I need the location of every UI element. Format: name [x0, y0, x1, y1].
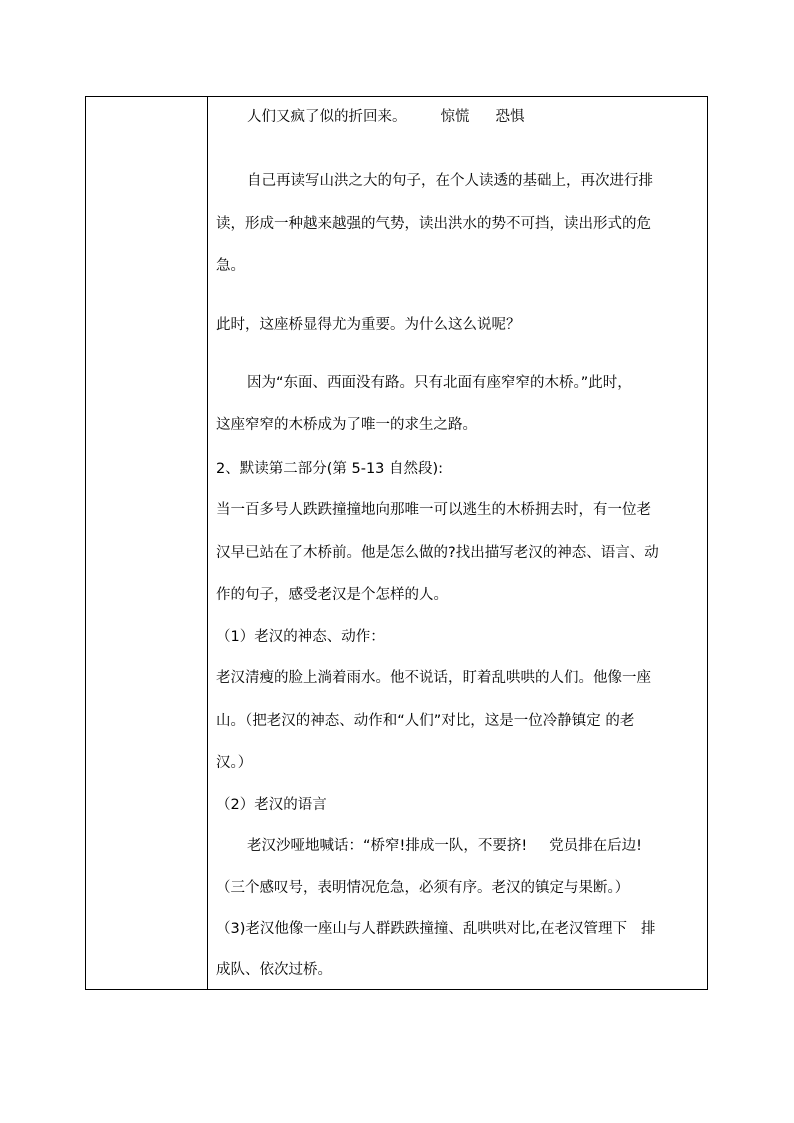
- text-line: 急。: [216, 258, 245, 274]
- text-line: 因为“东面、西面没有路。只有北面有座窄窄的木桥。”此时，: [247, 375, 632, 391]
- text-segment: 惊慌: [440, 109, 470, 125]
- text-line: [247, 107, 525, 127]
- text-line: 当一百多号人跌跌撞撞地向那唯一可以逃生的木桥拥去时，有一位老: [216, 502, 651, 518]
- text-line: [216, 919, 656, 939]
- text-line: 山。（把老汉的神态、动作和“人们”对比，这是一位冷静镇定 的老: [216, 713, 635, 729]
- lesson-table: [85, 96, 708, 990]
- text-line: （2）老汉的语言: [216, 797, 327, 813]
- text-segment: 恐惧: [495, 109, 525, 125]
- text-line: 读，形成一种越来越强的气势，读出洪水的势不可挡，读出形式的危: [216, 216, 651, 232]
- text-segment: 党员排在后边!: [549, 838, 642, 854]
- text-line: 这座窄窄的木桥成为了唯一的求生之路。: [216, 417, 477, 433]
- table-content-cell: [216, 97, 703, 989]
- text-line: 汉早已站在了木桥前。他是怎么做的?找出描写老汉的神态、语言、动: [216, 545, 659, 561]
- text-line: 作的句子，感受老汉是个怎样的人。: [216, 587, 448, 603]
- text-line: 自己再读写山洪之大的句子，在个人读透的基础上，再次进行排: [247, 173, 653, 189]
- text-segment: 排: [641, 921, 656, 937]
- text-line: （三个感叹号，表明情况危急，必须有序。老汉的镇定与果断。）: [216, 880, 630, 896]
- text-segment: （3)老汉他像一座山与人群跌跌撞撞、乱哄哄对比,在老汉管理下: [216, 921, 627, 937]
- text-line: 2、默读第二部分(第 5-13 自然段):: [216, 461, 444, 477]
- text-line: [247, 836, 642, 856]
- text-line: 汉。）: [216, 755, 253, 771]
- text-line: 老汉清瘦的脸上淌着雨水。他不说话，盯着乱哄哄的人们。他像一座: [216, 670, 651, 686]
- table-left-cell: [86, 97, 208, 989]
- text-segment: 老汉沙哑地喊话：“桥窄!排成一队，不要挤!: [247, 838, 528, 854]
- text-line: 此时，这座桥显得尤为重要。为什么这么说呢？: [216, 317, 521, 333]
- text-segment: 人们又疯了似的折回来。: [247, 109, 407, 125]
- text-line: 成队、依次过桥。: [216, 962, 332, 978]
- text-line: （1）老汉的神态、动作：: [216, 629, 385, 645]
